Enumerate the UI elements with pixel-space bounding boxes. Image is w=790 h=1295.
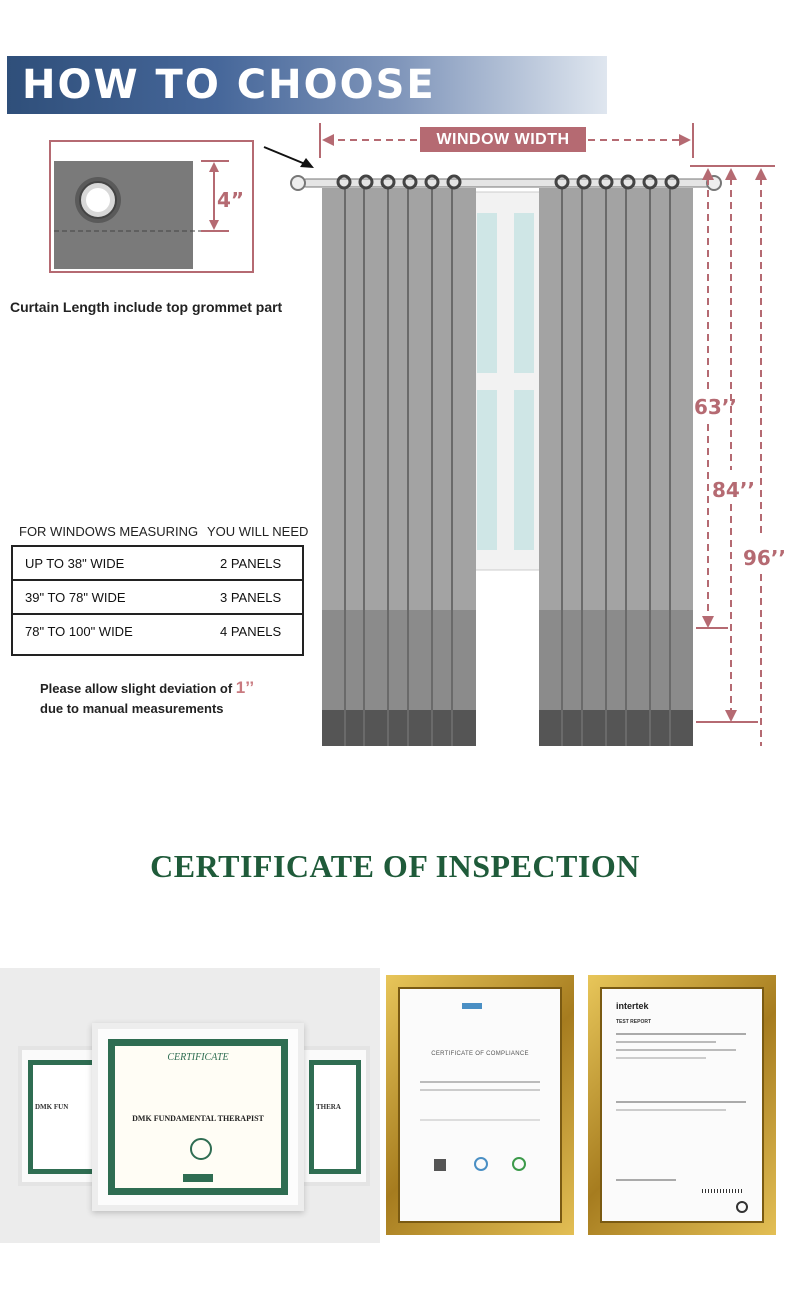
note-line2: due to manual measurements: [40, 701, 224, 716]
window-width-label: WINDOW WIDTH: [420, 127, 586, 152]
page-title: HOW TO CHOOSE: [22, 62, 436, 108]
table-row: [13, 615, 302, 649]
length-84: 84’’: [712, 478, 756, 502]
row-panels: 2 PANELS: [220, 556, 282, 571]
intertek-logo: intertek: [616, 1001, 649, 1011]
certificate-heading: CERTIFICATE OF COMPLIANCE: [431, 1051, 529, 1057]
certificate-photo-compliance: [386, 975, 574, 1235]
row-width: 39" TO 78" WIDE: [25, 590, 126, 605]
table-header-need: YOU WILL NEED: [207, 524, 309, 539]
row-width: 78" TO 100" WIDE: [25, 624, 133, 639]
barcode-icon: [702, 1189, 742, 1193]
certificate-name: DMK FUNDAMENTAL THERAPIST: [132, 1114, 264, 1123]
row-width: UP TO 38" WIDE: [25, 556, 125, 571]
table-row: [13, 581, 302, 615]
curtain-diagram: [250, 118, 790, 750]
qr-code-icon: [434, 1159, 446, 1171]
row-panels: 4 PANELS: [220, 624, 282, 639]
certificate-frame-right: [300, 1046, 370, 1186]
certificate-heading: CERTIFICATE: [167, 1052, 229, 1063]
length-96: 96’’: [743, 546, 787, 570]
report-heading: TEST REPORT: [616, 1019, 652, 1025]
dmk-logo-icon: [183, 1174, 213, 1182]
certificate-frame-center: [92, 1023, 304, 1211]
certificate-photo-dmk: [0, 968, 380, 1243]
certificate-section-title: CERTIFICATE OF INSPECTION: [150, 848, 640, 884]
accreditation-mark-icon: [474, 1157, 488, 1171]
stamp-icon: [736, 1201, 748, 1213]
eco-mark-icon: [512, 1157, 526, 1171]
issuer-logo-icon: [462, 1003, 482, 1009]
grommet-caption: Curtain Length include top grommet part: [10, 299, 283, 315]
note-line1: Please allow slight deviation of: [40, 681, 233, 696]
certificate-name-partial-right: THERA: [316, 1103, 341, 1111]
deviation-note: [40, 678, 254, 719]
grommet-measure: 4”: [217, 188, 245, 212]
row-panels: 3 PANELS: [220, 590, 282, 605]
certificate-name-partial-left: DMK FUN: [35, 1103, 69, 1111]
length-63: 63’’: [694, 395, 738, 419]
certificate-seal-icon: [190, 1138, 212, 1160]
size-table: [11, 545, 304, 656]
table-header-measuring: FOR WINDOWS MEASURING: [19, 524, 199, 539]
note-deviation: 1’’: [235, 678, 255, 697]
certificate-photo-intertek: [588, 975, 776, 1235]
table-row: [13, 547, 302, 581]
